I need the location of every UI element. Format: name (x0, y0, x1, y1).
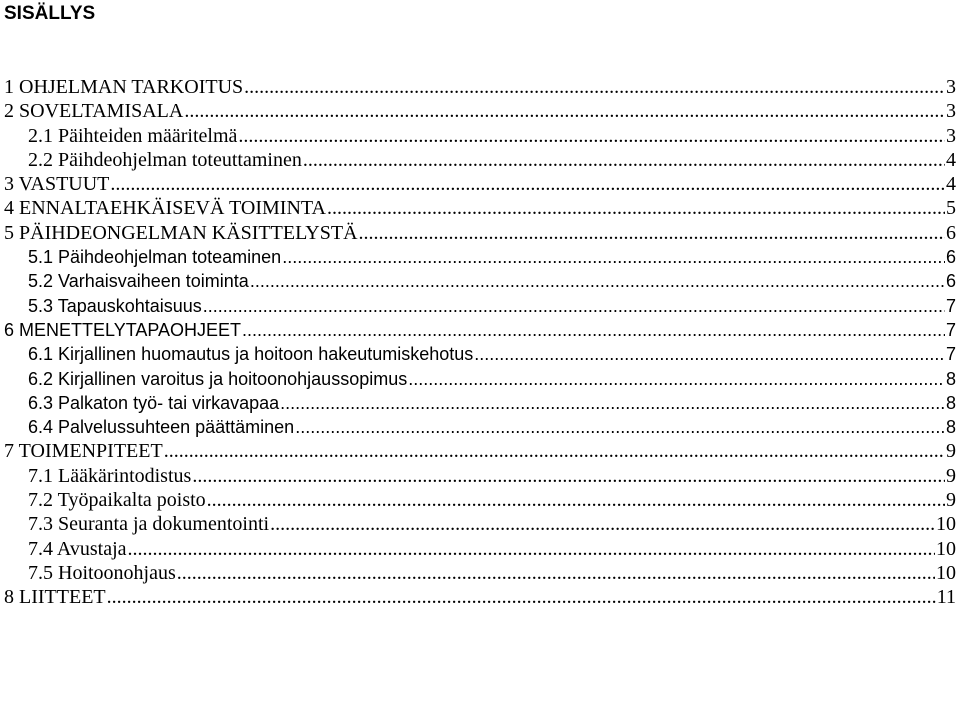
toc-leader-dots (327, 196, 945, 220)
toc-entry-page: 3 (946, 124, 956, 147)
toc-entry-title: 8 LIITTEET (4, 586, 106, 609)
toc-subentry[interactable] (4, 342, 956, 366)
toc-entry[interactable] (4, 99, 956, 123)
toc-entry-page: 9 (946, 464, 956, 487)
toc-entry-title: 1 OHJELMAN TARKOITUS (4, 76, 244, 98)
toc-entry-page: 7 (945, 344, 956, 365)
toc-subentry[interactable] (4, 124, 956, 148)
toc-subentry[interactable] (4, 512, 956, 536)
toc-leader-dots (177, 561, 935, 585)
toc-heading: SISÄLLYS (4, 3, 96, 24)
toc-subentry[interactable] (4, 367, 956, 391)
toc-leader-dots (244, 75, 945, 99)
toc-leader-dots (184, 99, 945, 123)
toc-entry-title: 7.2 Työpaikalta poisto (28, 489, 206, 512)
toc-entry-title: 7.1 Lääkärintodistus (28, 464, 192, 487)
toc-entry-title: 6.2 Kirjallinen varoitus ja hoitoonohjaussopimus (28, 368, 408, 389)
toc-entry[interactable] (4, 172, 956, 196)
toc-entry-page: 6 (945, 247, 956, 268)
toc-leader-dots (207, 488, 945, 512)
toc-entry-title: 6.3 Palkaton työ- tai virkavapaa (28, 392, 280, 413)
toc-entry-title: 7.4 Avustaja (28, 537, 127, 560)
toc-entry-page: 10 (936, 513, 956, 536)
toc-entry-page: 4 (946, 173, 956, 196)
toc-entry-page: 10 (936, 561, 956, 584)
toc-entry-page: 8 (945, 368, 956, 389)
toc-subentry[interactable] (4, 464, 956, 488)
toc-entry[interactable] (4, 75, 956, 99)
toc-entry-page: 3 (946, 100, 956, 123)
toc-subentry[interactable] (4, 415, 956, 439)
toc-entry[interactable] (4, 439, 956, 463)
toc-entry-title: 2.2 Päihdeohjelman toteuttaminen (28, 148, 302, 171)
toc-leader-dots (164, 439, 945, 463)
toc-leader-dots (295, 415, 945, 439)
toc-list (4, 75, 956, 610)
toc-entry-title: 6.1 Kirjallinen huomautus ja hoitoon hakeutumiskehotus (28, 344, 474, 365)
toc-subentry[interactable] (4, 294, 956, 318)
toc-leader-dots (408, 367, 945, 391)
toc-leader-dots (192, 464, 945, 488)
toc-entry-title: 7.3 Seuranta ja dokumentointi (28, 513, 270, 536)
toc-entry-page: 3 (946, 76, 956, 98)
toc-entry-page: 8 (945, 392, 956, 413)
toc-leader-dots (242, 318, 945, 342)
toc-entry-page: 9 (946, 440, 956, 463)
toc-entry-page: 6 (945, 271, 956, 292)
toc-leader-dots (282, 245, 945, 269)
toc-entry-page: 8 (945, 417, 956, 438)
toc-leader-dots (203, 294, 945, 318)
toc-entry[interactable] (4, 585, 956, 609)
toc-leader-dots (128, 537, 935, 561)
toc-leader-dots (250, 269, 945, 293)
toc-entry[interactable] (4, 318, 956, 342)
toc-entry-title: 5.3 Tapauskohtaisuus (28, 295, 202, 316)
toc-entry-title: 3 VASTUUT (4, 173, 110, 196)
toc-entry-title: 5.1 Päihdeohjelman toteaminen (28, 247, 282, 268)
toc-entry-page: 5 (946, 197, 956, 220)
toc-subentry[interactable] (4, 391, 956, 415)
toc-subentry[interactable] (4, 269, 956, 293)
toc-entry-title: 7 TOIMENPITEET (4, 440, 163, 463)
toc-entry-page: 9 (946, 489, 956, 512)
toc-subentry[interactable] (4, 537, 956, 561)
toc-entry-title: 5.2 Varhaisvaiheen toiminta (28, 271, 249, 292)
toc-entry-title: 4 ENNALTAEHKÄISEVÄ TOIMINTA (4, 197, 326, 220)
toc-entry-page: 4 (946, 148, 956, 171)
toc-entry-title: 5 PÄIHDEONGELMAN KÄSITTELYSTÄ (4, 221, 358, 244)
toc-entry-title: 6.4 Palvelussuhteen päättäminen (28, 417, 295, 438)
toc-subentry[interactable] (4, 561, 956, 585)
toc-entry-page: 7 (945, 319, 956, 340)
toc-entry-title: 6 MENETTELYTAPAOHJEET (4, 319, 242, 340)
toc-leader-dots (270, 512, 935, 536)
toc-entry-page: 6 (946, 221, 956, 244)
toc-leader-dots (238, 124, 945, 148)
toc-entry-page: 7 (945, 295, 956, 316)
toc-leader-dots (303, 148, 945, 172)
toc-leader-dots (110, 172, 945, 196)
toc-leader-dots (280, 391, 945, 415)
toc-entry-page: 11 (936, 586, 956, 609)
toc-entry-page: 10 (936, 537, 956, 560)
toc-subentry[interactable] (4, 148, 956, 172)
toc-leader-dots (474, 342, 945, 366)
toc-entry-title: 2 SOVELTAMISALA (4, 100, 184, 123)
toc-subentry[interactable] (4, 488, 956, 512)
toc-entry[interactable] (4, 196, 956, 220)
toc-entry-title: 2.1 Päihteiden määritelmä (28, 124, 238, 147)
toc-entry[interactable] (4, 221, 956, 245)
toc-subentry[interactable] (4, 245, 956, 269)
toc-leader-dots (107, 585, 936, 609)
toc-leader-dots (359, 221, 945, 245)
toc-entry-title: 7.5 Hoitoonohjaus (28, 561, 176, 584)
